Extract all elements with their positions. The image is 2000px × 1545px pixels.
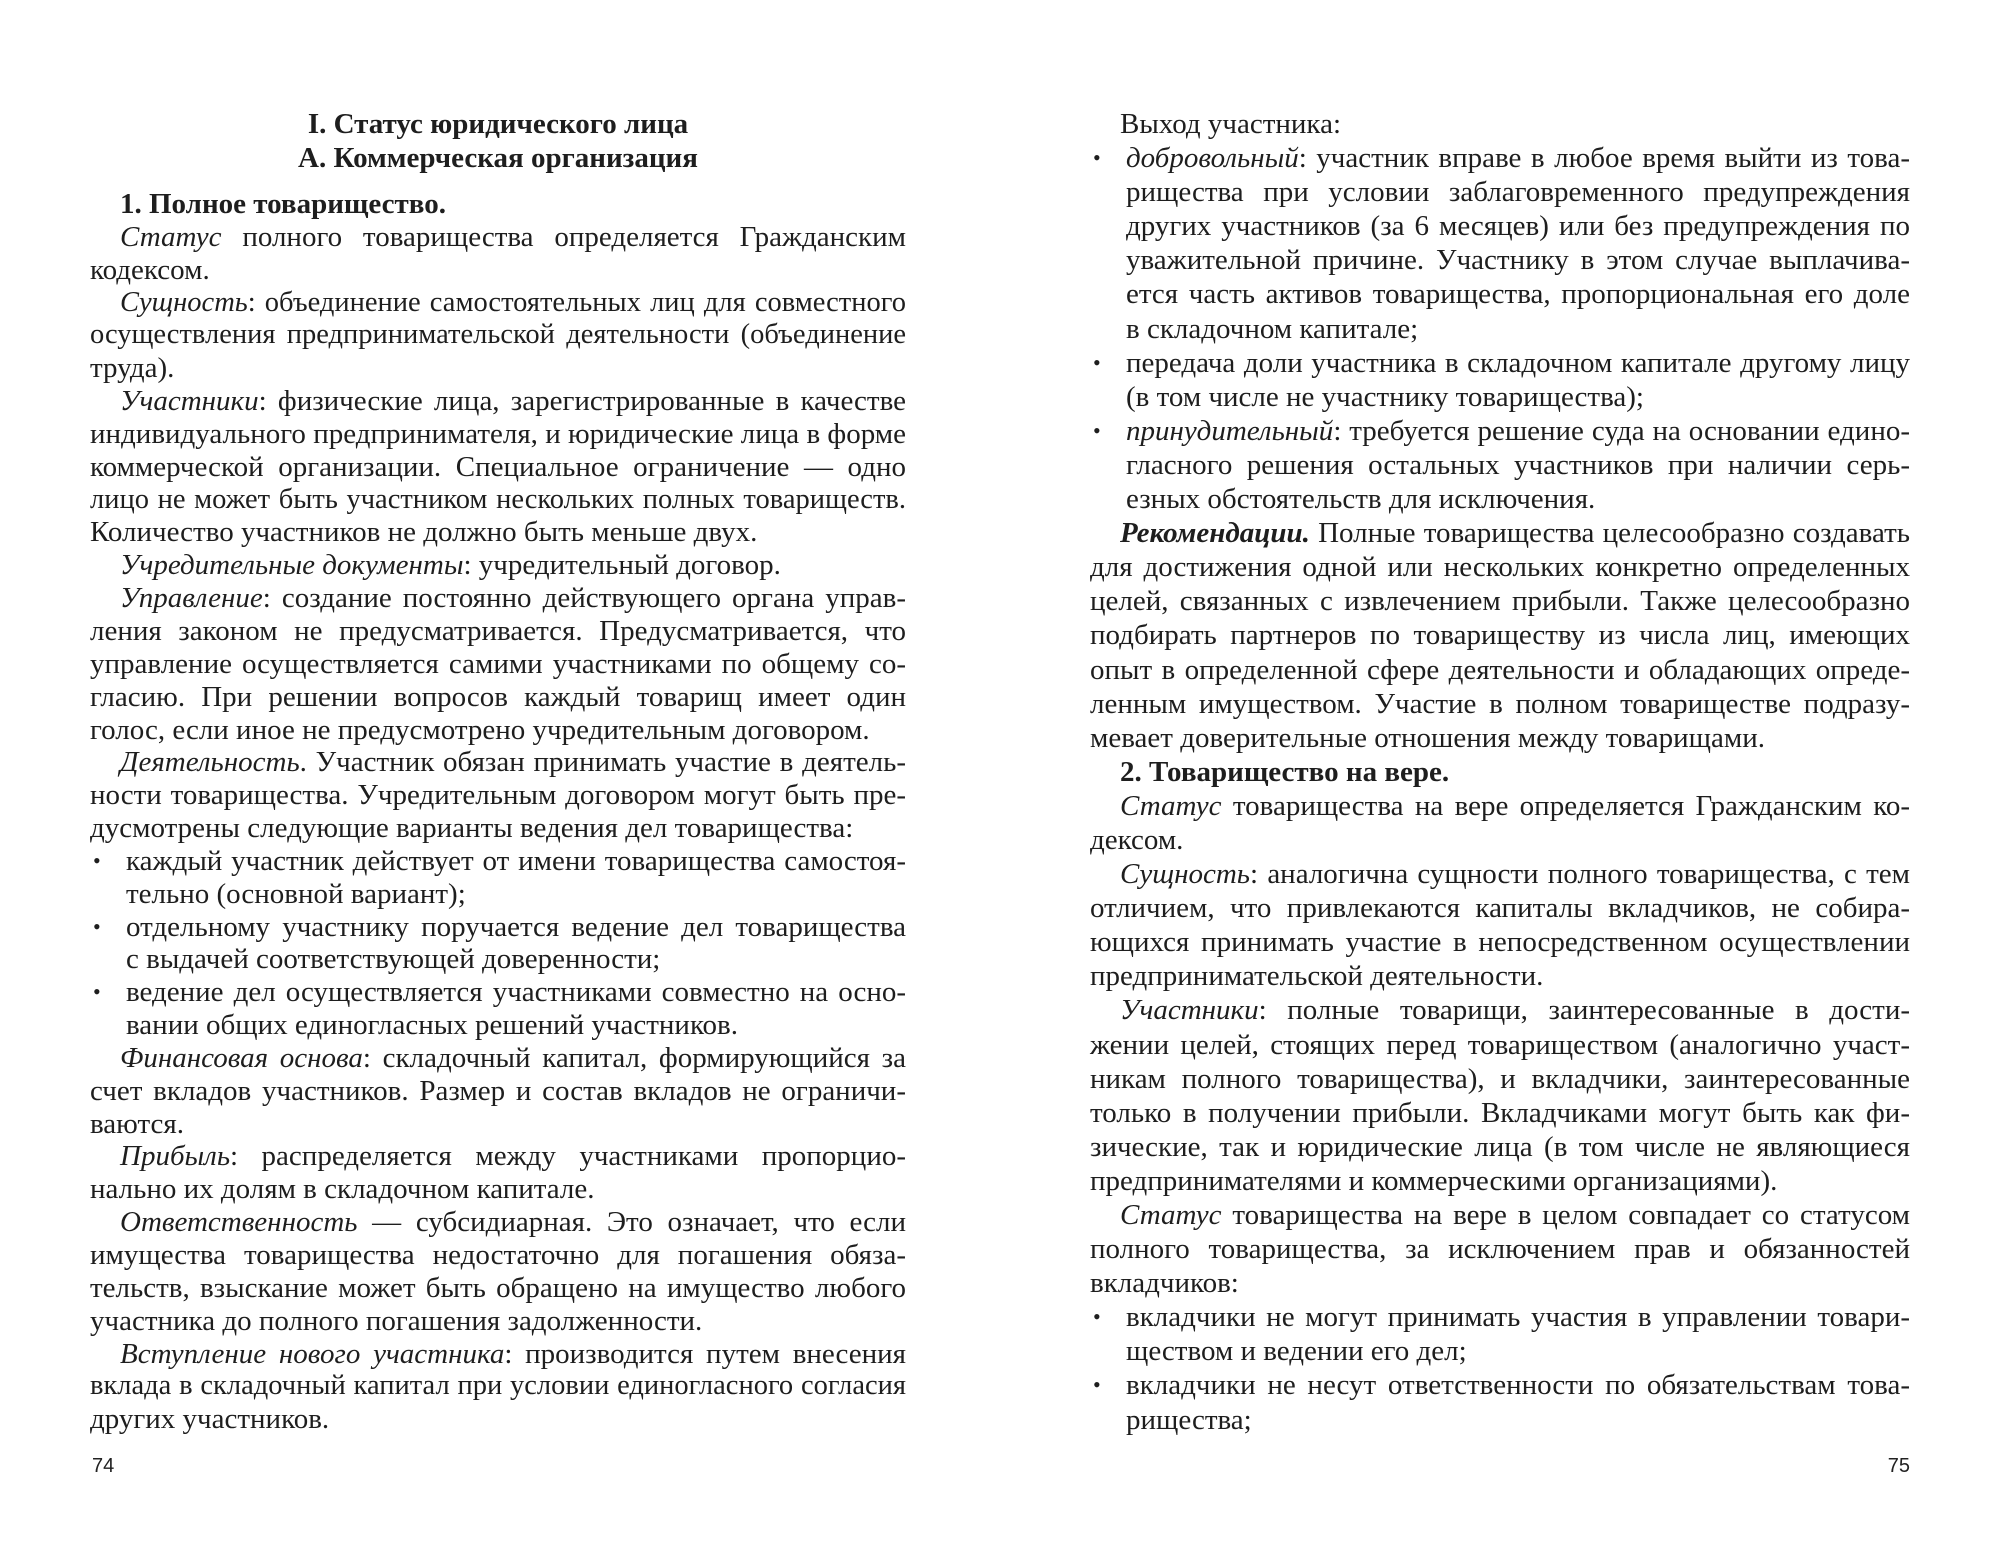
bullet-item-line — [1090, 141, 1910, 175]
emphasized-term: Участники — [1120, 994, 1259, 1027]
text-run: товарищества на вере определяется Гражданским ко- — [1232, 789, 1910, 822]
text-line — [1090, 175, 1910, 209]
text-line — [1090, 1266, 1910, 1300]
text-line — [1090, 277, 1910, 311]
line-text — [1120, 857, 1910, 891]
line-text — [1126, 312, 1910, 346]
text-run: участника до полного погашения задолженности. — [90, 1304, 703, 1337]
line-text — [1090, 653, 1910, 687]
text-run: ленным имуществом. Участие в полном товариществе подразу- — [1090, 687, 1910, 720]
text-line — [1090, 1130, 1910, 1164]
text-run: никам полного товарищества), и вкладчики, заинтересованные — [1090, 1062, 1910, 1095]
emphasized-term: принудительный — [1126, 414, 1334, 447]
text-run: кодексом. — [90, 253, 210, 286]
text-line — [90, 714, 906, 747]
line-text — [120, 1042, 906, 1075]
text-line — [1090, 482, 1910, 516]
bullet-icon: • — [93, 847, 101, 873]
right-page-text-column — [1090, 107, 1910, 1437]
text-line — [1090, 1062, 1910, 1096]
text-run: осуществления предпринимательской деятельности (объединение — [90, 319, 906, 351]
line-text — [1090, 721, 1910, 755]
line-text — [90, 615, 906, 648]
text-run: мевает доверительные отношения между товарищами. — [1090, 721, 1765, 754]
bullet-icon: • — [1093, 1304, 1101, 1330]
line-text — [90, 352, 906, 385]
line-text — [120, 549, 906, 582]
text-run: : создание постоянно действующего органа управ- — [262, 582, 906, 615]
text-run: Количество участников не должно быть меньше двух. — [90, 516, 758, 549]
emphasized-term: добровольный — [1126, 142, 1299, 175]
line-text — [90, 648, 906, 681]
bullet-icon: • — [1093, 349, 1101, 375]
line-text — [126, 1009, 906, 1042]
text-run: вании общих единогласных решений участников. — [126, 1009, 739, 1042]
line-text — [1090, 1232, 1910, 1266]
line-text — [120, 385, 906, 418]
line-text — [90, 1108, 906, 1141]
text-run: гласию. При решении вопросов каждый товарищ имеет один — [90, 680, 906, 713]
line-text — [90, 1173, 906, 1206]
line-text — [90, 1239, 906, 1272]
text-line — [90, 352, 906, 385]
text-run: вкладчики не несут ответственности по обязательствам това- — [1126, 1369, 1910, 1402]
line-text — [1090, 925, 1910, 959]
text-run: тельств, взыскание может быть обращено на имущество любого — [90, 1271, 906, 1304]
text-run: : объединение самостоятельных лиц для совместного — [247, 286, 906, 318]
line-text — [90, 779, 906, 812]
text-line — [1090, 687, 1910, 721]
text-run: с выдачей соответствующей доверенности; — [126, 943, 661, 976]
bullet-item-line — [1090, 346, 1910, 380]
text-run: товарищества на вере в целом совпадает со статусом — [1232, 1199, 1910, 1231]
text-run: ваются. — [90, 1107, 184, 1140]
line-text — [1090, 959, 1910, 993]
line-text — [1090, 1164, 1910, 1198]
emphasized-term: Вступление нового участника — [120, 1337, 505, 1370]
text-line — [1090, 1334, 1910, 1368]
text-run: гласного решения остальных участников при наличии серь- — [1126, 448, 1910, 481]
text-run: вкладчики не могут принимать участия в управлении товари- — [1126, 1301, 1910, 1334]
line-text — [120, 582, 906, 615]
emphasized-term: Деятельность — [120, 746, 300, 779]
text-run: вкладчиков: — [1090, 1267, 1239, 1300]
line-text — [1090, 550, 1910, 584]
text-run: уважительной причине. Участнику в этом случае выплачива- — [1126, 244, 1910, 277]
text-run: зические, так и юридические лица (в том числе не являющиеся — [1090, 1130, 1910, 1163]
bullet-item-line — [1090, 414, 1910, 448]
line-text — [1126, 414, 1910, 448]
line-text — [126, 911, 906, 944]
text-line — [1090, 209, 1910, 243]
text-run: дексом. — [1090, 823, 1184, 856]
emphasized-term: Управление — [120, 582, 263, 615]
line-text — [120, 287, 906, 320]
text-run: голос, если иное не предусмотрено учредительным договором. — [90, 713, 870, 746]
text-run: : физические лица, зарегистрированные в качестве — [258, 385, 906, 418]
bullet-icon: • — [93, 913, 101, 939]
text-line — [1090, 1403, 1910, 1437]
emphasized-term: Сущность — [120, 286, 248, 318]
text-line — [90, 878, 906, 911]
line-text — [1120, 789, 1910, 823]
text-run: для достижения одной или нескольких конкретно определенных — [1090, 551, 1910, 584]
text-run: езных обстоятельств для исключения. — [1126, 483, 1596, 516]
text-line — [1090, 891, 1910, 925]
text-run: тельно (основной вариант); — [126, 877, 466, 910]
text-line — [1090, 653, 1910, 687]
line-text — [90, 714, 906, 747]
text-run: (в том числе не участнику товарищества); — [1126, 380, 1644, 413]
text-line — [90, 254, 906, 287]
line-text — [1126, 243, 1910, 277]
bullet-icon: • — [1093, 145, 1101, 171]
line-text — [90, 1272, 906, 1305]
bullet-icon: • — [1093, 417, 1101, 443]
text-line — [90, 943, 906, 976]
line-text — [120, 221, 906, 254]
text-line — [90, 385, 906, 418]
text-run: : распределяется между участниками пропорцио- — [230, 1140, 906, 1173]
text-line — [90, 1140, 906, 1173]
text-run: Выход участника: — [1120, 108, 1342, 140]
emphasized-term: Прибыль — [120, 1140, 231, 1173]
line-text — [1126, 448, 1910, 482]
bullet-icon: • — [93, 979, 101, 1005]
text-line — [90, 779, 906, 812]
line-text — [1126, 482, 1910, 516]
text-run: : участник вправе в любое время выйти из това- — [1298, 142, 1910, 175]
emphasized-term: А. Коммерческая организация — [298, 142, 698, 174]
text-line — [90, 681, 906, 714]
text-line — [1090, 925, 1910, 959]
text-run: : складочный капитал, формирующийся за — [362, 1041, 906, 1074]
line-text — [1120, 1198, 1910, 1232]
bullet-icon: • — [1093, 1372, 1101, 1398]
text-run: нально их долям в складочном капитале. — [90, 1173, 595, 1206]
text-run: полного товарищества, за исключением прав и обязанностей — [1090, 1233, 1910, 1266]
text-run: других участников (за 6 месяцев) или без предупреждения по — [1126, 210, 1910, 243]
text-run: подбирать партнеров по товариществу из числа лиц, имеющих — [1090, 619, 1910, 652]
text-line — [1090, 1232, 1910, 1266]
text-line — [90, 319, 906, 352]
line-text — [90, 1370, 906, 1403]
line-text — [1120, 516, 1910, 550]
line-text — [1090, 891, 1910, 925]
text-line — [90, 648, 906, 681]
text-line — [90, 516, 906, 549]
text-line — [90, 1075, 906, 1108]
text-line — [90, 1206, 906, 1239]
text-line — [1090, 1096, 1910, 1130]
text-run: ности товарищества. Учредительным договором могут быть пре- — [90, 779, 906, 812]
left-page-text-column — [90, 107, 906, 1436]
text-line — [90, 615, 906, 648]
text-run: ления законом не предусматривается. Предусматривается, что — [90, 614, 906, 647]
text-run: — субсидиарная. Это означает, что если — [372, 1206, 906, 1239]
bullet-item-line — [90, 976, 906, 1009]
text-line — [1090, 789, 1910, 823]
text-line — [90, 1173, 906, 1206]
page-number: 74 — [92, 1455, 115, 1477]
text-line — [90, 287, 906, 320]
text-line — [90, 549, 906, 582]
text-run: управление осуществляется самими участниками по общему со- — [90, 647, 906, 680]
text-line — [90, 1239, 906, 1272]
emphasized-term: Участники — [120, 385, 259, 418]
line-text — [90, 1403, 906, 1436]
emphasized-term: 2. Товарищество на вере. — [1120, 755, 1450, 788]
line-text — [90, 141, 906, 175]
text-line — [1090, 107, 1910, 141]
text-run: целей, связанных с извлечением прибыли. Также целесообразно — [1090, 585, 1910, 618]
emphasized-term: Финансовая основа — [120, 1041, 363, 1074]
line-text — [1126, 209, 1910, 243]
text-line — [1090, 312, 1910, 346]
line-text — [1126, 1368, 1910, 1402]
text-line — [1090, 550, 1910, 584]
text-line — [1090, 380, 1910, 414]
text-run: имущества товарищества недостаточно для погашения обяза- — [90, 1239, 906, 1271]
text-run: : требуется решение суда на основании едино- — [1333, 414, 1910, 447]
text-run: . Участник обязан принимать участие в деятель- — [299, 746, 906, 779]
line-text — [1126, 277, 1910, 311]
line-text — [1120, 993, 1910, 1027]
emphasized-term: Ответственность — [120, 1206, 358, 1239]
text-line — [1090, 448, 1910, 482]
text-line — [1090, 516, 1910, 550]
emphasized-term: Учредительные документы — [120, 549, 464, 582]
text-line — [90, 1272, 906, 1305]
line-text — [1090, 1062, 1910, 1096]
line-text — [90, 812, 906, 845]
line-text — [1120, 755, 1910, 789]
section-heading — [90, 141, 906, 175]
line-text — [1126, 1300, 1910, 1334]
text-run: других участников. — [90, 1403, 330, 1436]
line-text — [90, 418, 906, 451]
line-text — [90, 484, 906, 517]
text-line — [90, 1338, 906, 1371]
text-line — [1090, 1028, 1910, 1062]
text-line — [90, 221, 906, 254]
bullet-item-line — [1090, 1368, 1910, 1402]
line-text — [1090, 823, 1910, 857]
line-text — [90, 1075, 906, 1108]
text-run: вклада в складочный капитал при условии единогласного согласия — [90, 1370, 906, 1402]
text-run: ющихся принимать участие в непосредственном осуществлении — [1090, 926, 1910, 959]
text-line — [1090, 1198, 1910, 1232]
text-run: каждый участник действует от имени товарищества самостоя- — [126, 844, 906, 877]
text-run: Полные товарищества целесообразно создавать — [1318, 517, 1910, 550]
text-run: полного товарищества определяется Гражданским — [242, 220, 907, 253]
bullet-item-line — [90, 845, 906, 878]
line-text — [1126, 1403, 1910, 1437]
text-run: труда). — [90, 352, 175, 385]
text-line — [90, 188, 906, 221]
line-text — [1126, 175, 1910, 209]
line-text — [1126, 380, 1910, 414]
line-text — [1090, 584, 1910, 618]
text-line — [90, 582, 906, 615]
text-line — [90, 1042, 906, 1075]
bullet-item-line — [1090, 1300, 1910, 1334]
text-run: отличием, что привлекаются капиталы вкладчиков, не собира- — [1090, 892, 1910, 925]
line-text — [1090, 1028, 1910, 1062]
text-line — [1090, 755, 1910, 789]
text-run: ществом и ведении его дел; — [1126, 1335, 1467, 1368]
emphasized-term: Сущность — [1120, 858, 1251, 891]
text-line — [1090, 857, 1910, 891]
text-line — [1090, 823, 1910, 857]
text-line — [90, 812, 906, 845]
text-run: : полные товарищи, заинтересованные в дости- — [1258, 994, 1910, 1027]
text-line — [90, 1009, 906, 1042]
emphasized-term: Статус — [120, 220, 222, 253]
line-text — [1126, 141, 1910, 175]
line-text — [1126, 1334, 1910, 1368]
text-line — [90, 746, 906, 779]
line-text — [90, 107, 906, 141]
line-text — [120, 1206, 906, 1239]
line-text — [90, 1305, 906, 1338]
text-line — [90, 418, 906, 451]
emphasized-term: Рекомендации. — [1120, 517, 1310, 550]
emphasized-term: I. Статус юридического лица — [307, 108, 689, 140]
text-run: предпринимателями и коммерческими организациями). — [1090, 1164, 1778, 1197]
line-text — [90, 681, 906, 714]
bullet-item-line — [90, 911, 906, 944]
text-line — [1090, 618, 1910, 652]
line-text — [1090, 687, 1910, 721]
text-run: лицо не может быть участником нескольких полных товариществ. — [90, 483, 906, 515]
line-text — [1126, 346, 1910, 380]
line-text — [120, 746, 906, 779]
line-text — [1090, 1096, 1910, 1130]
text-run: дусмотрены следующие варианты ведения дел товарищества: — [90, 812, 854, 845]
line-text — [126, 943, 906, 976]
emphasized-term: 1. Полное товарищество. — [120, 188, 446, 220]
text-run: : аналогична сущности полного товарищества, с тем — [1250, 858, 1910, 891]
line-text — [126, 976, 906, 1009]
text-run: жении целей, стоящих перед товариществом (аналогично участ- — [1090, 1028, 1910, 1061]
text-run: индивидуального предпринимателя, и юридические лица в форме — [90, 417, 906, 450]
emphasized-term: Статус — [1120, 789, 1222, 822]
text-line — [90, 451, 906, 484]
line-text — [1090, 618, 1910, 652]
text-line — [90, 484, 906, 517]
line-text — [1090, 1266, 1910, 1300]
text-run: ведение дел осуществляется участниками совместно на осно- — [126, 976, 906, 1009]
text-run: коммерческой организации. Специальное ограничение — одно — [90, 450, 906, 483]
text-run: счет вкладов участников. Размер и состав вкладов не ограничи- — [90, 1074, 906, 1107]
text-line — [1090, 721, 1910, 755]
emphasized-term: Статус — [1120, 1199, 1222, 1231]
line-text — [1090, 1130, 1910, 1164]
text-run: в складочном капитале; — [1126, 312, 1419, 345]
text-run: предпринимательской деятельности. — [1090, 960, 1544, 993]
text-run: рищества при условии заблаговременного предупреждения — [1126, 176, 1910, 209]
section-heading — [90, 107, 906, 141]
line-text — [90, 516, 906, 549]
text-run: только в получении прибыли. Вкладчиками могут быть как фи- — [1090, 1096, 1910, 1129]
line-text — [90, 254, 906, 287]
text-line — [1090, 993, 1910, 1027]
text-run: ется часть активов товарищества, пропорциональная его доле — [1126, 278, 1910, 311]
text-run: отдельному участнику поручается ведение дел товарищества — [126, 910, 906, 943]
text-line — [90, 1108, 906, 1141]
text-line — [1090, 243, 1910, 277]
line-text — [120, 1338, 906, 1371]
text-run: опыт в определенной сфере деятельности и обладающих опреде- — [1090, 653, 1910, 686]
line-text — [1120, 107, 1910, 141]
line-text — [126, 878, 906, 911]
line-text — [90, 319, 906, 352]
text-run: : учредительный договор. — [463, 549, 781, 582]
text-run: передача доли участника в складочном капитале другому лицу — [1126, 346, 1910, 379]
right-page — [1000, 0, 2000, 1545]
text-line — [90, 1305, 906, 1338]
page-number: 75 — [1887, 1455, 1910, 1477]
text-run: рищества; — [1126, 1403, 1252, 1436]
text-line — [90, 1370, 906, 1403]
line-text — [126, 845, 906, 878]
text-run: : производится путем внесения — [504, 1337, 906, 1370]
text-line — [90, 1403, 906, 1436]
text-line — [1090, 1164, 1910, 1198]
line-text — [120, 1140, 906, 1173]
line-text — [90, 451, 906, 484]
line-text — [120, 188, 906, 221]
text-line — [1090, 959, 1910, 993]
text-line — [1090, 584, 1910, 618]
